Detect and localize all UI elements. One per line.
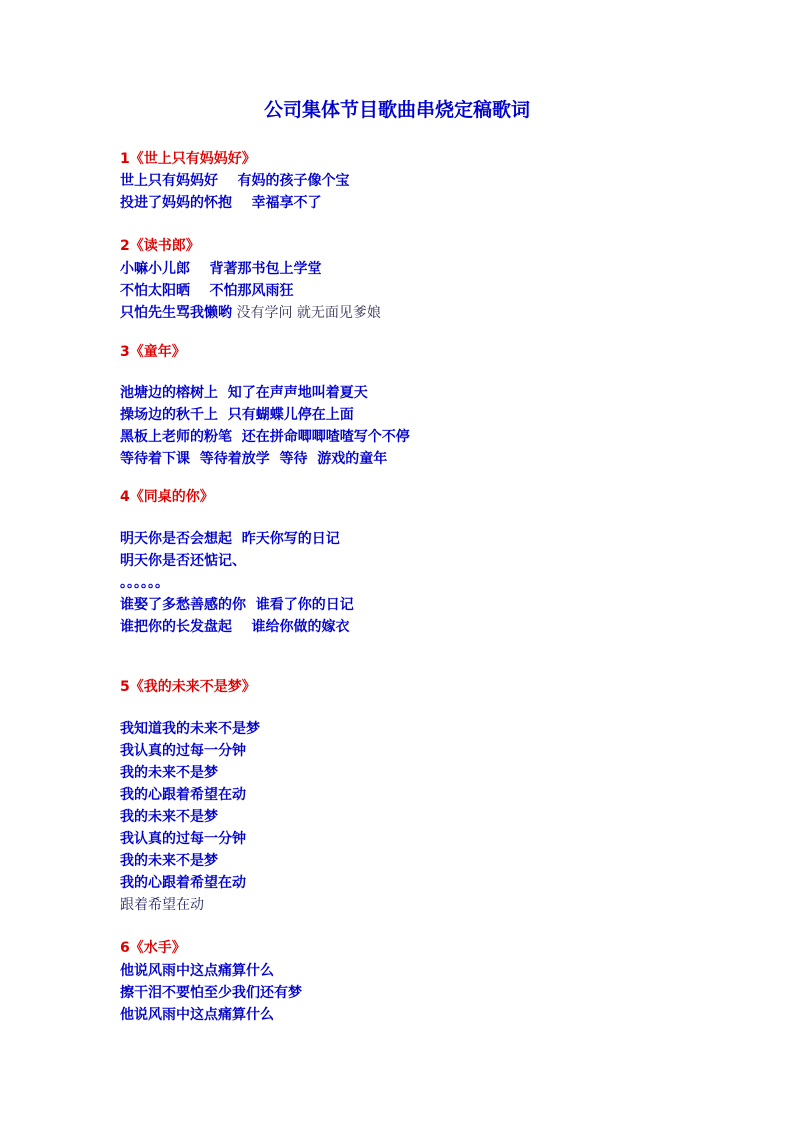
lyric-line: 擦干泪不要怕至少我们还有梦 [120,985,302,1001]
lyric-line: 明天你是否还惦记、 [120,553,246,569]
lyric-line: 等待着下课 等待着放学 等待 游戏的童年 [120,451,388,467]
lyric-line-mixed [120,303,381,323]
lyric-plain-part: 没有学问 就无面见爹娘 [232,305,381,321]
lyric-line: 我认真的过每一分钟 [120,831,246,847]
lyric-line: 我的未来不是梦 [120,809,218,825]
lyric-line: 投进了妈妈的怀抱 幸福享不了 [120,195,322,211]
page-title: 公司集体节目歌曲串烧定稿歌词 [263,99,530,121]
lyric-line: 我的未来不是梦 [120,853,218,869]
lyric-line-plain: 跟着希望在动 [120,897,204,913]
lyric-line: 我的心跟着希望在动 [120,787,246,803]
lyric-line: 谁把你的长发盘起 谁给你做的嫁衣 [120,619,350,635]
song-heading: 2《读书郎》 [120,238,200,254]
lyric-line: 他说风雨中这点痛算什么 [120,1007,274,1023]
song-heading: 5《我的未来不是梦》 [120,679,256,695]
lyric-line: 谁娶了多愁善感的你 谁看了你的日记 [120,597,354,613]
lyric-line: 世上只有妈妈好 有妈的孩子像个宝 [120,173,350,189]
lyric-line: 。。。。。。 [120,575,169,591]
song-heading: 1《世上只有妈妈好》 [120,151,256,167]
lyric-bold-part: 只怕先生骂我懒哟 [120,305,232,321]
song-heading: 6《水手》 [120,940,186,956]
lyric-line: 我认真的过每一分钟 [120,743,246,759]
lyric-line: 小嘛小儿郎 背著那书包上学堂 [120,261,322,277]
lyric-line: 他说风雨中这点痛算什么 [120,963,274,979]
song-heading: 4《同桌的你》 [120,489,214,505]
lyric-line: 我的未来不是梦 [120,765,218,781]
lyric-line: 我的心跟着希望在动 [120,875,246,891]
lyric-line: 操场边的秋千上 只有蝴蝶儿停在上面 [120,407,354,423]
song-heading: 3《童年》 [120,344,186,360]
lyric-line: 黑板上老师的粉笔 还在拼命唧唧喳喳写个不停 [120,429,410,445]
lyric-line: 不怕太阳晒 不怕那风雨狂 [120,283,294,299]
lyric-line: 池塘边的榕树上 知了在声声地叫着夏天 [120,385,368,401]
lyric-line: 我知道我的未来不是梦 [120,721,260,737]
lyric-line: 明天你是否会想起 昨天你写的日记 [120,531,340,547]
